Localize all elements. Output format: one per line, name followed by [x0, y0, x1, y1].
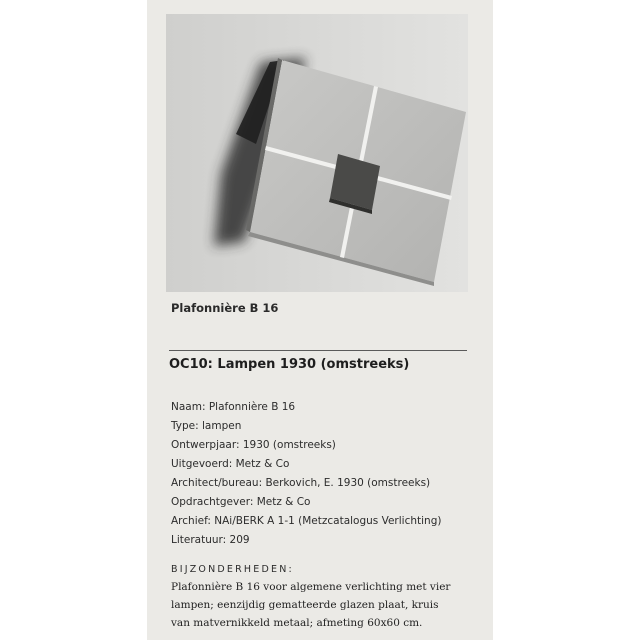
field-naam: Naam: Plafonnière B 16	[171, 401, 296, 413]
details-text	[171, 578, 476, 632]
photo-caption: Plafonnière B 16	[171, 301, 279, 315]
ceiling-lamp-illustration	[166, 14, 468, 292]
field-architect: Architect/bureau: Berkovich, E. 1930 (omstreeks)	[171, 477, 431, 489]
field-uitgevoerd: Uitgevoerd: Metz & Co	[171, 458, 290, 470]
field-type: Type: lampen	[171, 420, 242, 432]
field-ontwerpjaar: Ontwerpjaar: 1930 (omstreeks)	[171, 439, 336, 451]
divider	[169, 350, 467, 351]
catalog-card	[147, 0, 493, 640]
details-line: Plafonnière B 16 voor algemene verlichting met vier	[171, 581, 451, 593]
details-label: BIJZONDERHEDEN:	[171, 564, 294, 575]
field-opdrachtgever: Opdrachtgever: Metz & Co	[171, 496, 311, 508]
field-archief: Archief: NAi/BERK A 1-1 (Metzcatalogus Verlichting)	[171, 515, 442, 527]
lamp-photo	[166, 14, 468, 292]
record-heading: OC10: Lampen 1930 (omstreeks)	[169, 357, 410, 372]
details-line: lampen; eenzijdig gematteerde glazen plaat, kruis	[171, 599, 439, 611]
field-literatuur: Literatuur: 209	[171, 534, 250, 546]
details-line: van matvernikkeld metaal; afmeting 60x60 cm.	[171, 617, 423, 629]
record-fields	[171, 398, 441, 550]
